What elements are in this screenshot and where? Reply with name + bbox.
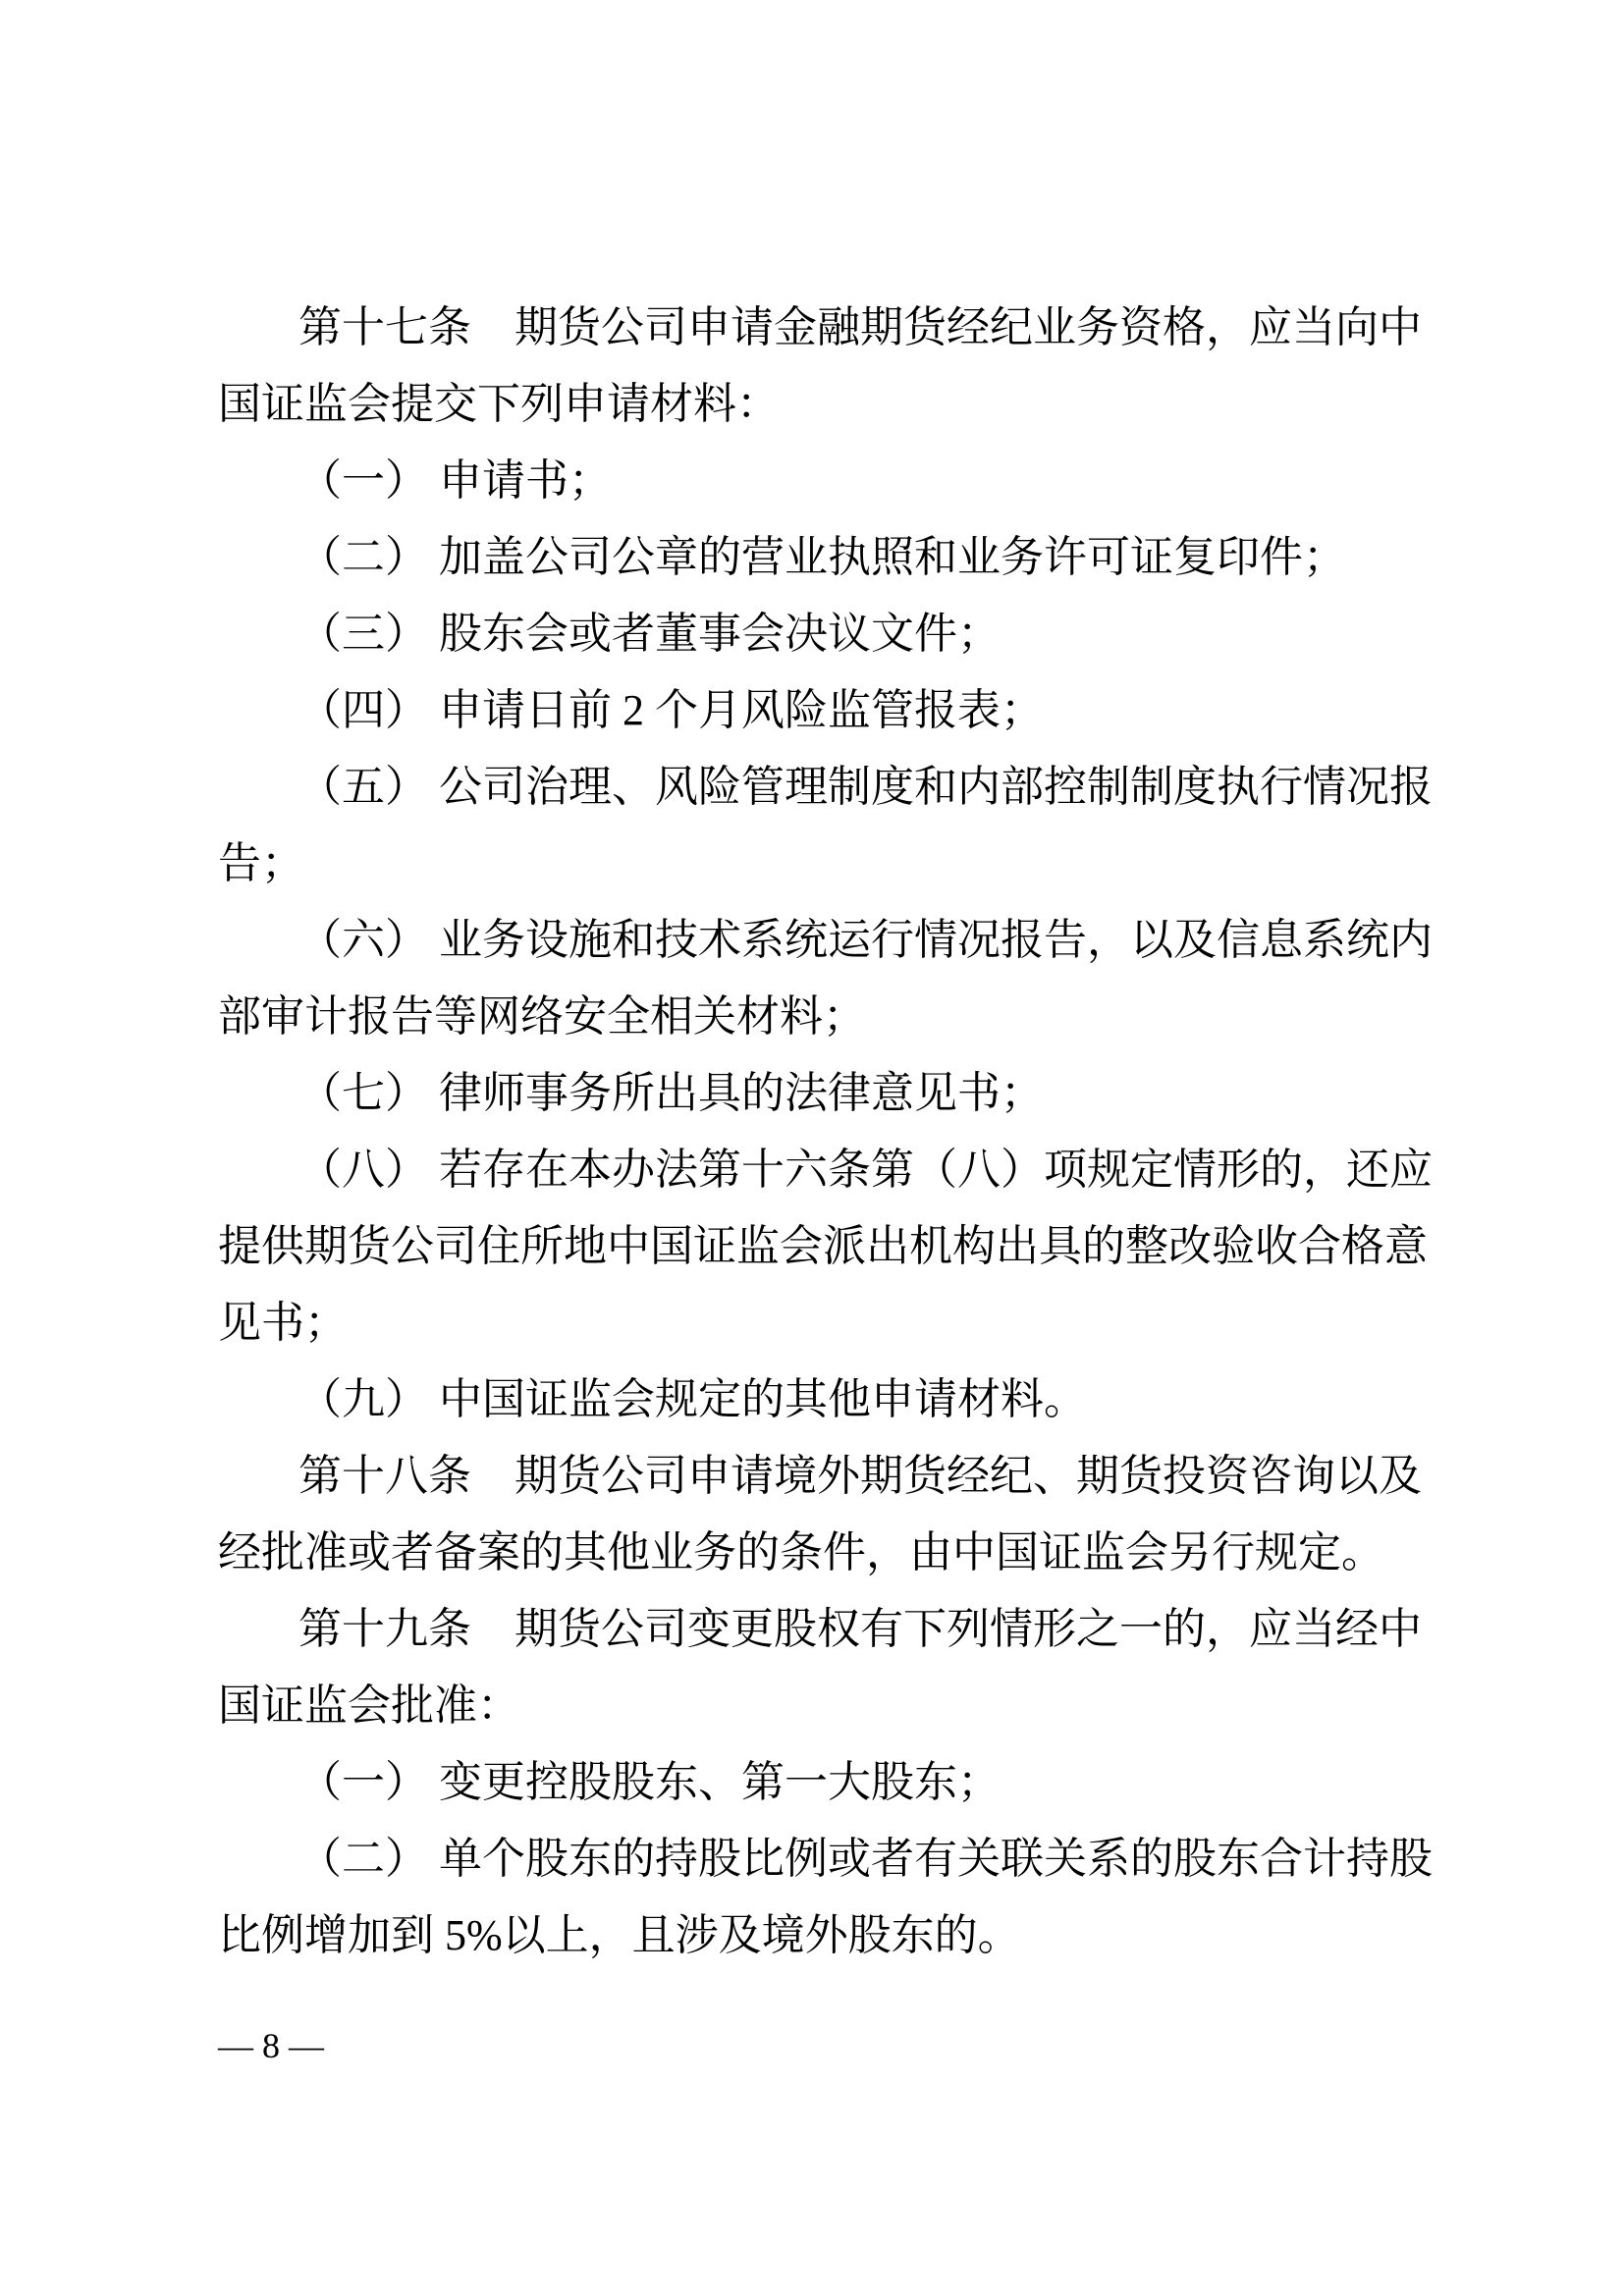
text-line: （五） 公司治理、风险管理制度和内部控制制度执行情况报 <box>298 763 1433 811</box>
document-body <box>218 290 1435 1974</box>
text-line: 部审计报告等网络安全相关材料； <box>218 992 866 1041</box>
text-line: （九） 中国证监会规定的其他申请材料。 <box>298 1375 1087 1423</box>
text-line: 第十八条 期货公司申请境外期货经纪、期货投资咨询以及 <box>298 1452 1422 1500</box>
text-line: （一） 变更控股股东、第一大股东； <box>298 1758 1001 1806</box>
text-line: 第十七条 期货公司申请金融期货经纪业务资格，应当向中 <box>298 303 1422 351</box>
text-line: 见书； <box>218 1299 348 1347</box>
text-line: （四） 申请日前 2 个月风险监管报表； <box>298 686 1044 734</box>
text-line: 国证监会批准： <box>218 1682 520 1730</box>
text-line: 第十九条 期货公司变更股权有下列情形之一的，应当经中 <box>298 1605 1422 1653</box>
text-line: （一） 申请书； <box>298 456 612 505</box>
text-line: （六） 业务设施和技术系统运行情况报告，以及信息系统内 <box>298 916 1433 964</box>
text-line: （二） 加盖公司公章的营业执照和业务许可证复印件； <box>298 533 1346 581</box>
text-line: 比例增加到 5%以上，且涉及境外股东的。 <box>218 1911 1021 1959</box>
text-line: （七） 律师事务所出具的法律意见书； <box>298 1069 1044 1117</box>
text-line: （三） 股东会或者董事会决议文件； <box>298 610 1001 658</box>
text-line: 经批准或者备案的其他业务的条件，由中国证监会另行规定。 <box>218 1528 1384 1576</box>
text-line: 告； <box>218 839 304 887</box>
text-line: 国证监会提交下列申请材料： <box>218 380 780 428</box>
text-line: 提供期货公司住所地中国证监会派出机构出具的整改验收合格意 <box>218 1222 1428 1270</box>
page-number-footer: — 8 — <box>218 2026 324 2065</box>
text-line: （八） 若存在本办法第十六条第（八）项规定情形的，还应 <box>298 1146 1433 1194</box>
text-line: （二） 单个股东的持股比例或者有关联关系的股东合计持股 <box>298 1835 1433 1883</box>
